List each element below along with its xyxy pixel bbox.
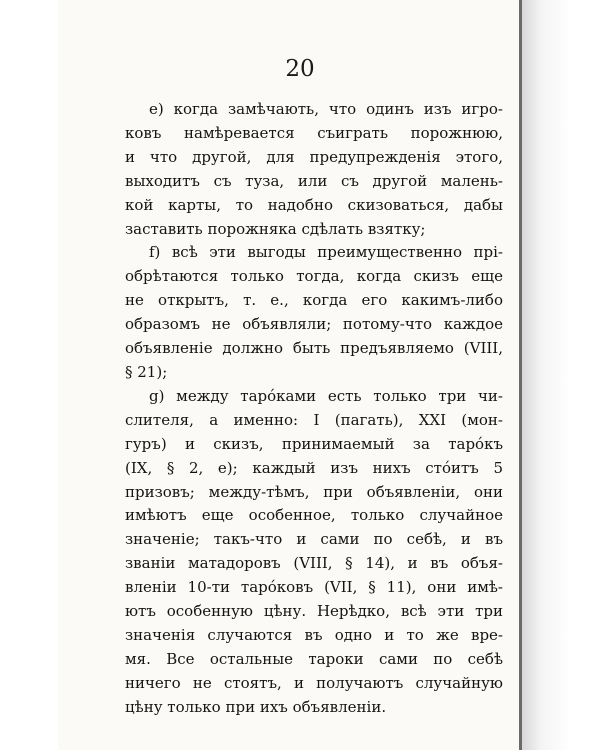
text-line: ничего не стоятъ, и получаютъ случайную: [125, 673, 503, 692]
text-line: e) когда замѣчають, что одинъ изъ игро-: [149, 100, 503, 118]
text-line: имѣютъ еще особенное, только случайное: [125, 506, 503, 525]
page-edge-shadow: [522, 0, 570, 750]
text-line: g) между тарóками есть только три чи-: [149, 386, 503, 405]
text-line: заставить порожняка сдѣлать взятку;: [125, 219, 426, 238]
text-line: выходитъ съ туза, или съ другой малень-: [125, 171, 503, 190]
text-line: и что другой, для предупрежденія этого,: [125, 147, 503, 166]
text-line: мя. Все остальные тароки сами по себѣ: [125, 649, 503, 668]
text-line: ковъ намѣревается съиграть порожнюю,: [125, 123, 503, 142]
text-line: обрѣтаются только тогда, когда скизъ еще: [125, 267, 503, 286]
text-line: званіи матадоровъ (VIII, § 14), и въ объя-: [125, 554, 503, 573]
text-line: (IX, § 2, е); каждый изъ нихъ стóитъ 5: [125, 458, 503, 477]
text-line: значеніе; такъ-что и сами по себѣ, и въ: [125, 530, 503, 549]
text-line: гуръ) и скизъ, принимаемый за тарóкъ: [125, 434, 503, 453]
text-line: ютъ особенную цѣну. Нерѣдко, всѣ эти три: [125, 602, 503, 621]
text-line: образомъ не объявляли; потому-что каждое: [125, 315, 503, 334]
text-line: f) всѣ эти выгоды преимущественно прі-: [149, 243, 503, 262]
text-line: § 21);: [125, 362, 168, 381]
text-line: цѣну только при ихъ объявленіи.: [125, 697, 387, 716]
text-line: вленіи 10-ти тарóковъ (VII, § 11), они имѣ-: [125, 578, 503, 597]
body-text: [125, 98, 503, 720]
text-line: объявленіе должно быть предъявляемо (VIII,: [125, 339, 503, 358]
text-line: слителя, а именно: I (пагать), XXI (мон-: [125, 410, 503, 429]
text-line: призовъ; между-тѣмъ, при объявленіи, они: [125, 482, 503, 501]
text-line: значенія случаются въ одно и то же вре-: [125, 625, 503, 644]
text-line: кой карты, то надобно скизоваться, дабы: [125, 195, 503, 214]
text-line: не открытъ, т. е., когда его какимъ-либо: [125, 291, 503, 310]
page-number: 20: [285, 56, 315, 82]
